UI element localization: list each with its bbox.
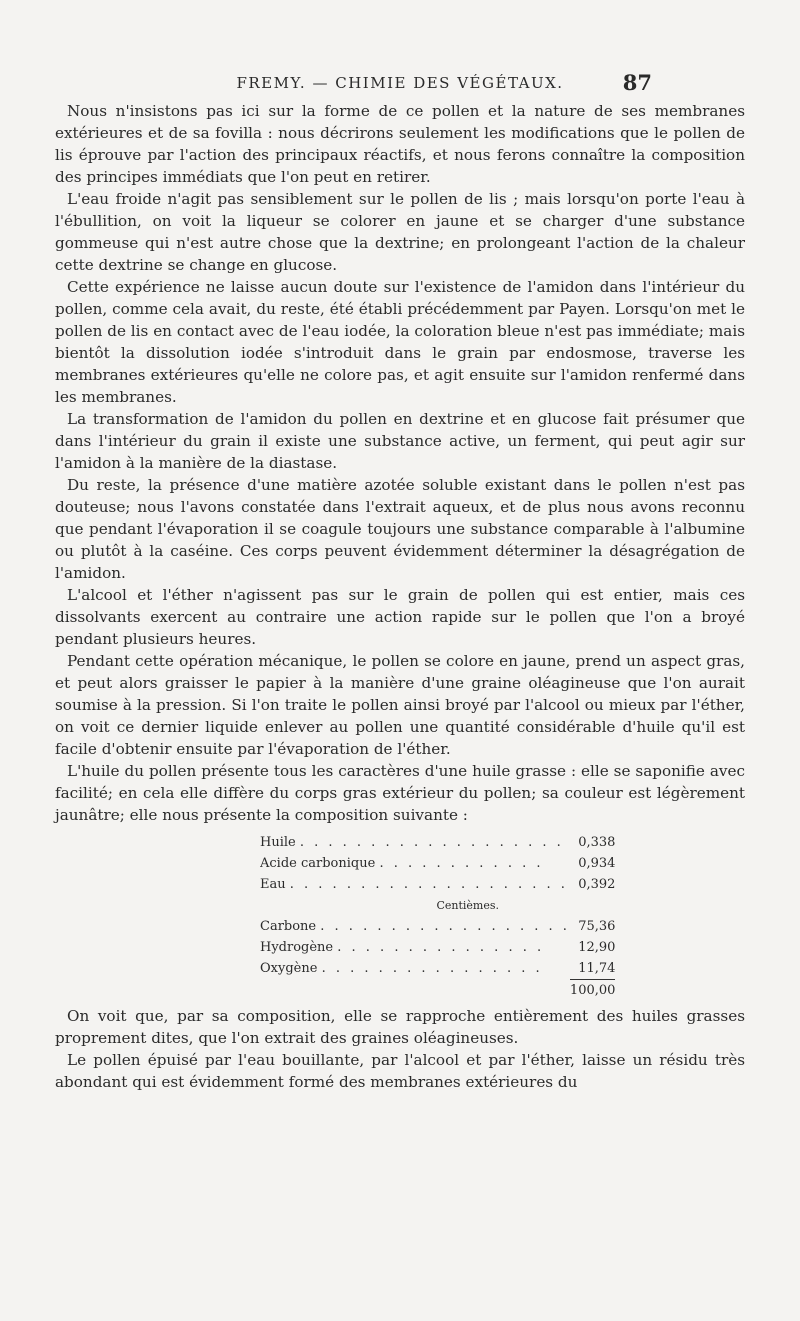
row-value: 0,934 bbox=[578, 856, 616, 871]
table-row: Hydrogène . . . . . . . . . . . . . . . 12,90 bbox=[260, 937, 615, 958]
paragraph: On voit que, par sa composition, elle se rapproche entièrement des huiles grasses proprement dites, que l'on extrait des graines oléagineuses. bbox=[55, 1007, 745, 1047]
row-label: Eau bbox=[260, 877, 286, 892]
table-subheading: Centièmes. bbox=[436, 899, 499, 912]
table-total-row bbox=[260, 980, 615, 1002]
body-text bbox=[55, 100, 745, 1093]
paragraph: Pendant cette opération mécanique, le pollen se colore en jaune, prend un aspect gras, et peut alors graisser le papier à la manière d'une graine oléagineuse que l'on aurait soumise à la pression. Si l'on traite le pollen ainsi broyé par l'alcool ou mieux par l'éther, on voit ce dernier liquide enlever au pollen une quantité considérable d'huile qu'il est facile d'obtenir ensuite par l'évaporation de l'éther. bbox=[55, 652, 745, 758]
row-value: 0,392 bbox=[578, 877, 616, 892]
paragraph: L'eau froide n'agit pas sensiblement sur le pollen de lis ; mais lorsqu'on porte l'eau à l'ébullition, on voit la liqueur se colorer en jaune et se charger d'une substance gommeuse qui n'est autre chose que la dextrine; en prolongeant l'action de la chaleur cette dextrine se change en glucose. bbox=[55, 190, 745, 274]
page-number: 87 bbox=[622, 70, 652, 95]
table-row: Huile . . . . . . . . . . . . . . . . . . . 0,338 bbox=[260, 832, 615, 853]
row-label: Acide carbonique bbox=[260, 856, 376, 871]
row-label: Hydrogène bbox=[260, 940, 334, 955]
row-label: Oxygène bbox=[260, 961, 318, 977]
paragraph: La transformation de l'amidon du pollen en dextrine et en glucose fait présumer que dans l'intérieur du grain il existe une substance active, un ferment, qui peut agir sur l'amidon à la manière de la diastase. bbox=[55, 410, 745, 472]
paragraph: L'alcool et l'éther n'agissent pas sur le grain de pollen qui est entier, mais ces dissolvants exercent au contraire une action rapide sur le pollen que l'on a broyé pendant plusieurs heures. bbox=[55, 586, 745, 648]
paragraph: Nous n'insistons pas ici sur la forme de ce pollen et la nature de ses membranes extérieures et de sa fovilla : nous décrirons seulement les modifications que le pollen de lis éprouve par l'action des principaux réactifs, et nous ferons connaître la composition des principes immédiats que l'on peut en retirer. bbox=[55, 102, 745, 186]
row-label: Carbone bbox=[260, 919, 317, 934]
row-value: 12,90 bbox=[578, 940, 616, 955]
paragraph: Cette expérience ne laisse aucun doute sur l'existence de l'amidon dans l'intérieur du pollen, comme cela avait, du reste, été établi précédemment par Payen. Lorsqu'on met le pollen de lis en contact avec de l'eau iodée, la coloration bleue n'est pas immédiate; mais bientôt la dissolution iodée s'introduit dans le grain par endosmose, traverse les membranes extérieures qu'elle ne colore pas, et agit ensuite sur l'amidon renfermé dans les membranes. bbox=[55, 278, 745, 406]
row-value: 75,36 bbox=[578, 919, 616, 934]
row-value: 0,338 bbox=[578, 835, 616, 850]
table-row: Oxygène . . . . . . . . . . . . . . . . 11,74 bbox=[260, 958, 615, 980]
row-label: Huile bbox=[260, 835, 296, 850]
paragraph: Le pollen épuisé par l'eau bouillante, par l'alcool et par l'éther, laisse un résidu très abondant qui est évidemment formé des membranes extérieures du bbox=[55, 1051, 745, 1091]
table-row: Carbone . . . . . . . . . . . . . . . . . . 75,36 bbox=[260, 916, 615, 937]
table-row: Eau . . . . . . . . . . . . . . . . . . . . 0,392 bbox=[260, 874, 615, 895]
table-subheading-row bbox=[260, 895, 615, 916]
composition-table bbox=[260, 832, 615, 1001]
after-table-text bbox=[55, 1005, 745, 1093]
row-value: 11,74 bbox=[578, 961, 616, 976]
paragraph: L'huile du pollen présente tous les caractères d'une huile grasse : elle se saponifie avec facilité; en cela elle diffère du corps gras extérieur du pollen; sa couleur est légèrement jaunâtre; elle nous présente la composition suivante : bbox=[55, 762, 745, 824]
running-head: FREMY. — CHIMIE DES VÉGÉTAUX. bbox=[236, 74, 564, 92]
paragraph: Du reste, la présence d'une matière azotée soluble existant dans le pollen n'est pas douteuse; nous l'avons constatée dans l'extrait aqueux, et de plus nous avons reconnu que pendant l'évaporation il se coagule toujours une substance comparable à l'albumine ou plutôt à la caséine. Ces corps peuvent évidemment déterminer la désagrégation de l'amidon. bbox=[55, 476, 745, 582]
table-total: 100,00 bbox=[570, 980, 616, 1002]
table-row: Acide carbonique . . . . . . . . . . . . 0,934 bbox=[260, 853, 615, 874]
page-header bbox=[0, 72, 800, 98]
